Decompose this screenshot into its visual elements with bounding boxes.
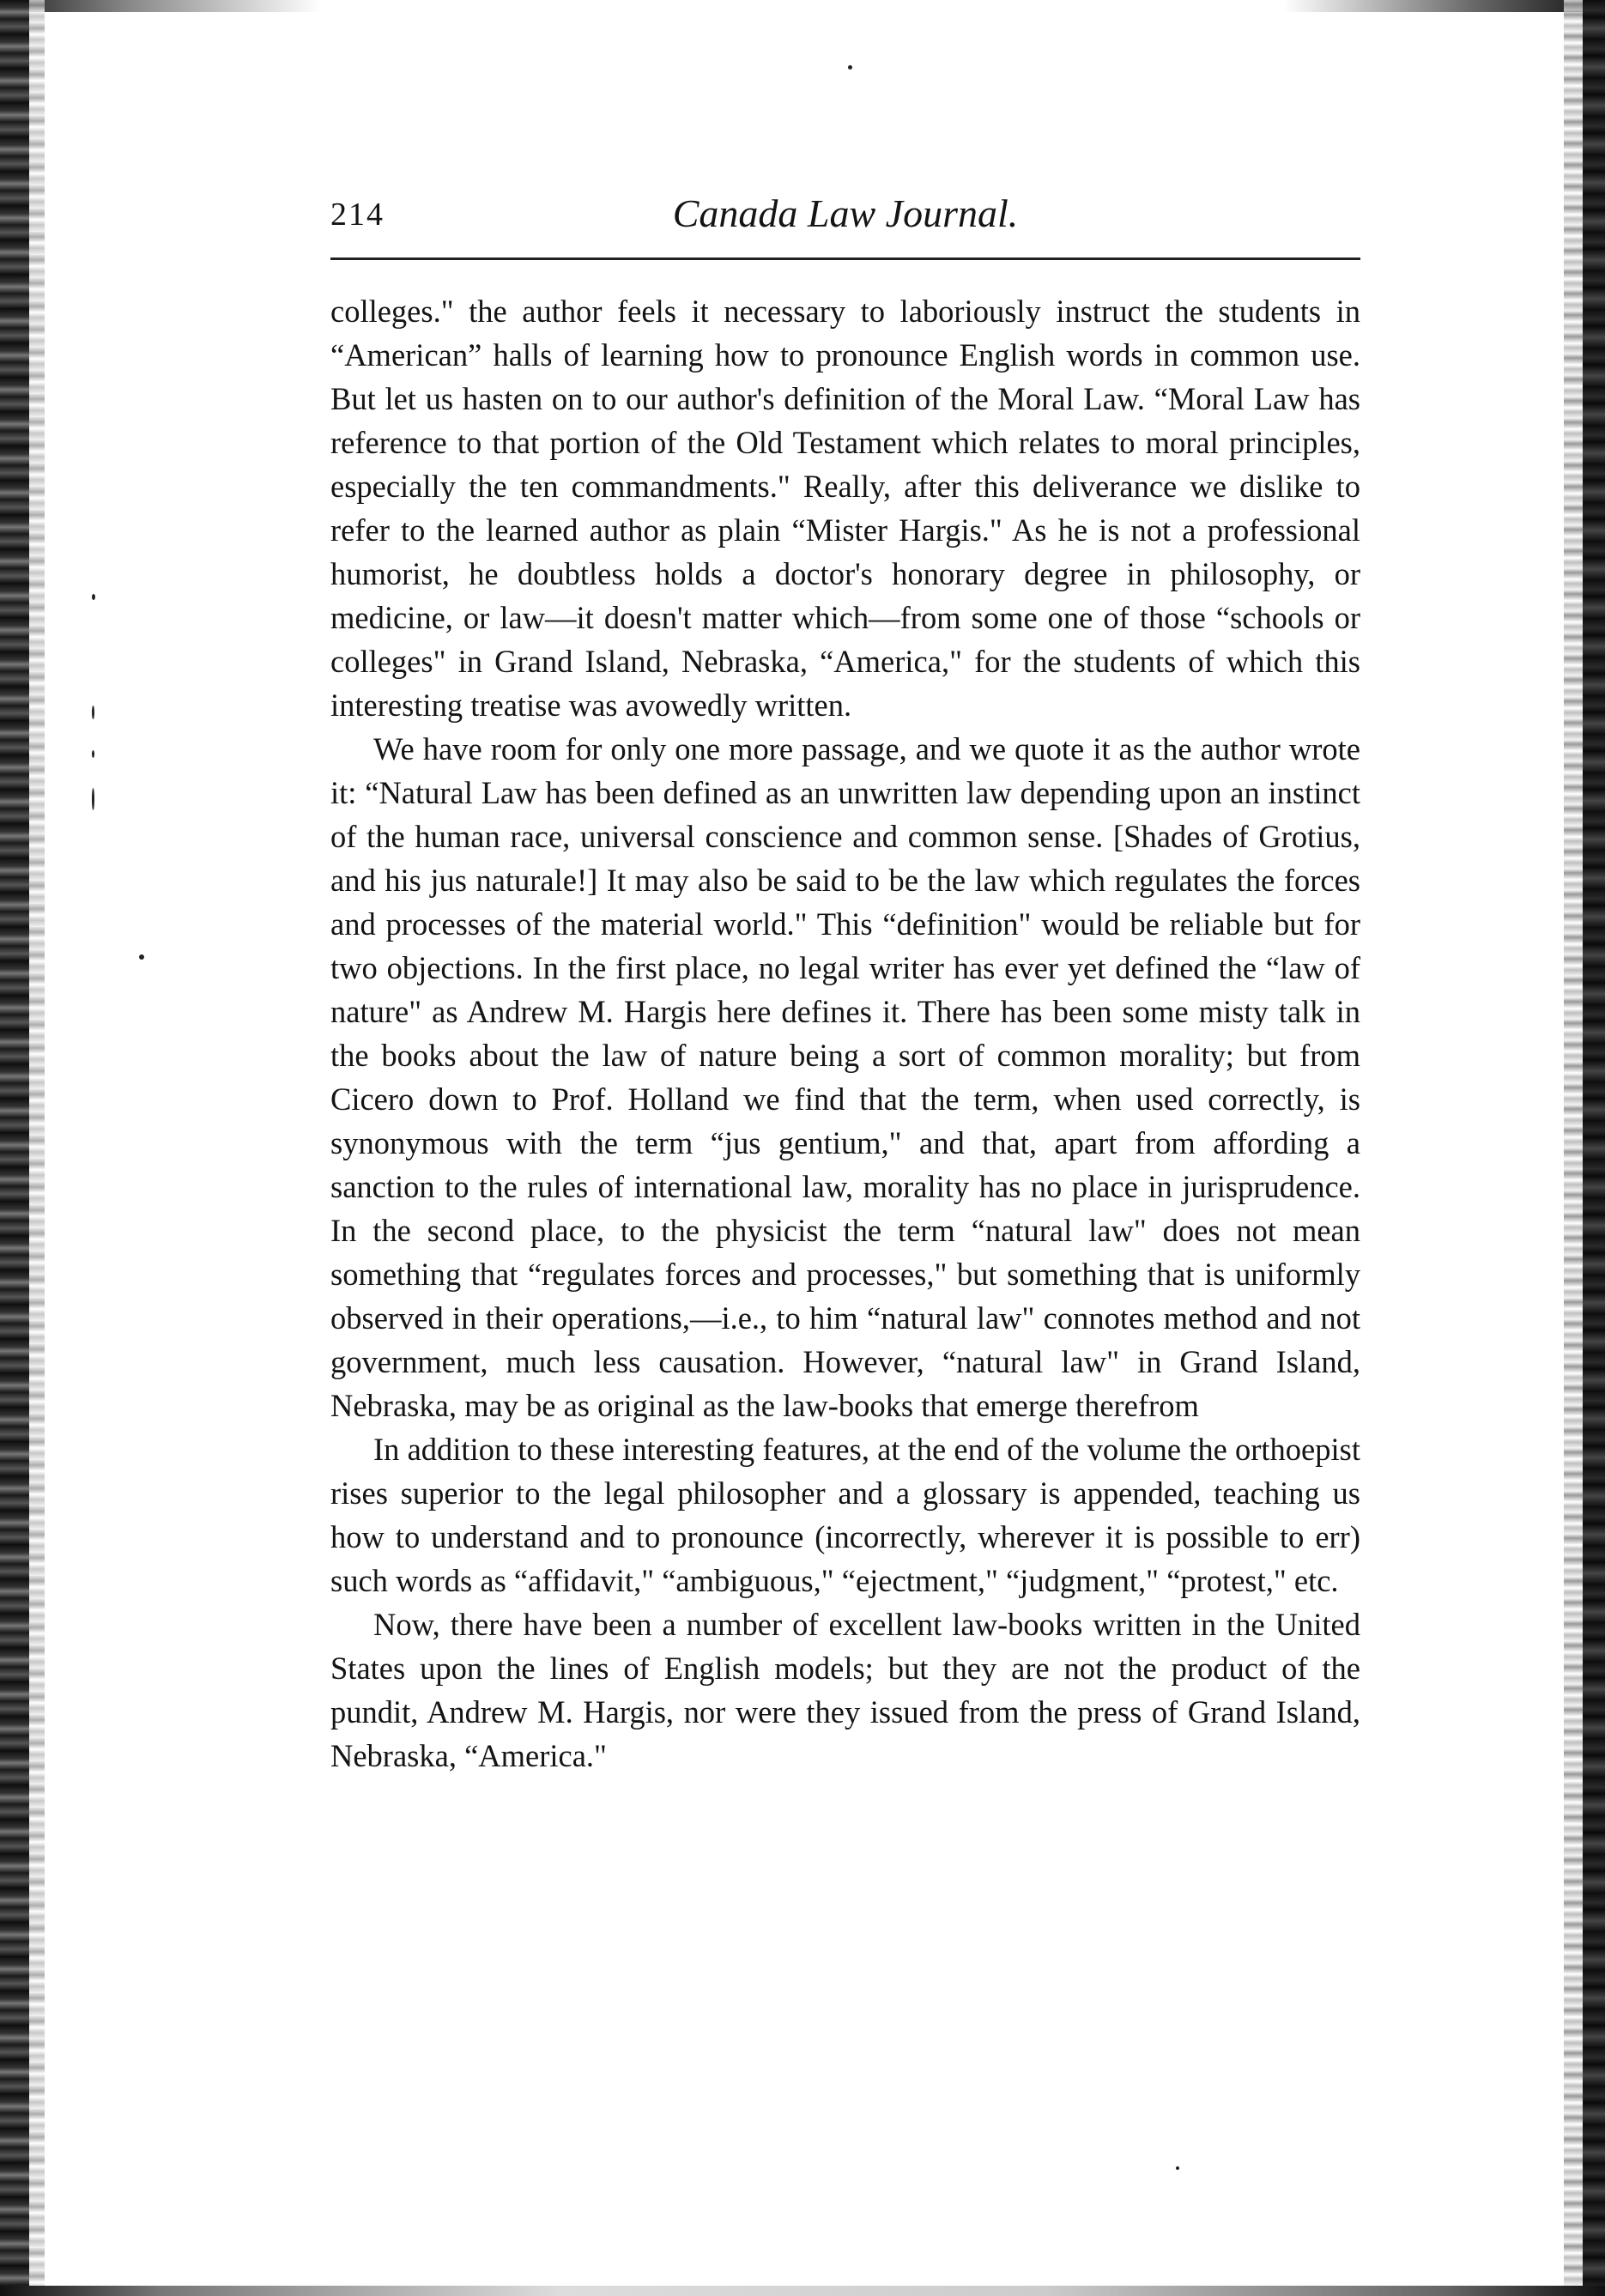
scan-speck bbox=[92, 594, 95, 600]
scan-border-right bbox=[1583, 0, 1605, 2296]
scan-speck bbox=[848, 65, 852, 70]
scan-speck bbox=[92, 750, 94, 758]
scan-speck bbox=[139, 954, 144, 960]
header-rule bbox=[330, 257, 1360, 260]
paragraph: Now, there have been a number of excellent law-books written in the United States upon the lines of English models; but they are not the product of the pundit, Andrew M. Hargis, nor were they issued from the press of Grand Island, Nebraska, “America." bbox=[330, 1607, 1360, 1773]
page-number: 214 bbox=[330, 197, 385, 233]
scan-border-bottom bbox=[0, 2286, 1605, 2296]
scan-speck bbox=[1176, 2166, 1179, 2170]
scan-border-top bbox=[0, 0, 1605, 12]
scan-shadow-left bbox=[29, 0, 45, 2296]
article-body bbox=[330, 289, 1360, 1778]
paragraph: In addition to these interesting features, at the end of the volume the orthoepist rises superior to the legal philosopher and a glossary is appended, teaching us how to understand and to pronounce (incorrectly, wherever it is possible to err) such words as “affidavit," “ambiguous," “ejectment," “judgment," “protest," etc. bbox=[330, 1432, 1360, 1598]
scan-speck bbox=[92, 788, 94, 810]
running-title: Canada Law Journal. bbox=[672, 191, 1019, 235]
paragraph: We have room for only one more passage, and we quote it as the author wrote it: “Natural Law has been defined as an unwritten law depending upon an instinct of the human race, universal conscience and common sense. [Shades of Grotius, and his jus naturale!] It may also be said to be the law which regulates the forces and processes of the material world." This “definition" would be reliable but for two objections. In the first place, no legal writer has ever yet defined the “law of nature" as Andrew M. Hargis here defines it. There has been some misty talk in the books about the law of nature being a sort of common morality; but from Cicero down to Prof. Holland we find that the term, when used correctly, is synonymous with the term “jus gentium," and that, apart from affording a sanction to the rules of international law, morality has no place in jurisprudence. In the second place, to the physicist the term “natural law" does not mean something that “regulates forces and processes," but something that is uniformly observed in their operations,—i.e., to him “natural law" connotes method and not government, much less causation. However, “natural law" in Grand Island, Nebraska, may be as original as the law-books that emerge therefrom bbox=[330, 731, 1360, 1423]
scan-border-left bbox=[0, 0, 29, 2296]
scan-speck bbox=[92, 706, 94, 719]
scan-shadow-right bbox=[1564, 0, 1583, 2296]
paragraph: colleges." the author feels it necessary to laboriously instruct the students in “American” halls of learning how to pronounce English words in common use. But let us hasten on to our author's definition of the Moral Law. “Moral Law has reference to that portion of the Old Testament which relates to moral principles, especially the ten commandments." Really, after this deliverance we dislike to refer to the learned author as plain “Mister Hargis." As he is not a professional humorist, he doubtless holds a doctor's honorary degree in philosophy, or medicine, or law—it doesn't matter which—from some one of those “schools or colleges" in Grand Island, Nebraska, “America," for the students of which this interesting treatise was avowedly written. bbox=[330, 294, 1360, 723]
page-header bbox=[330, 191, 1360, 242]
